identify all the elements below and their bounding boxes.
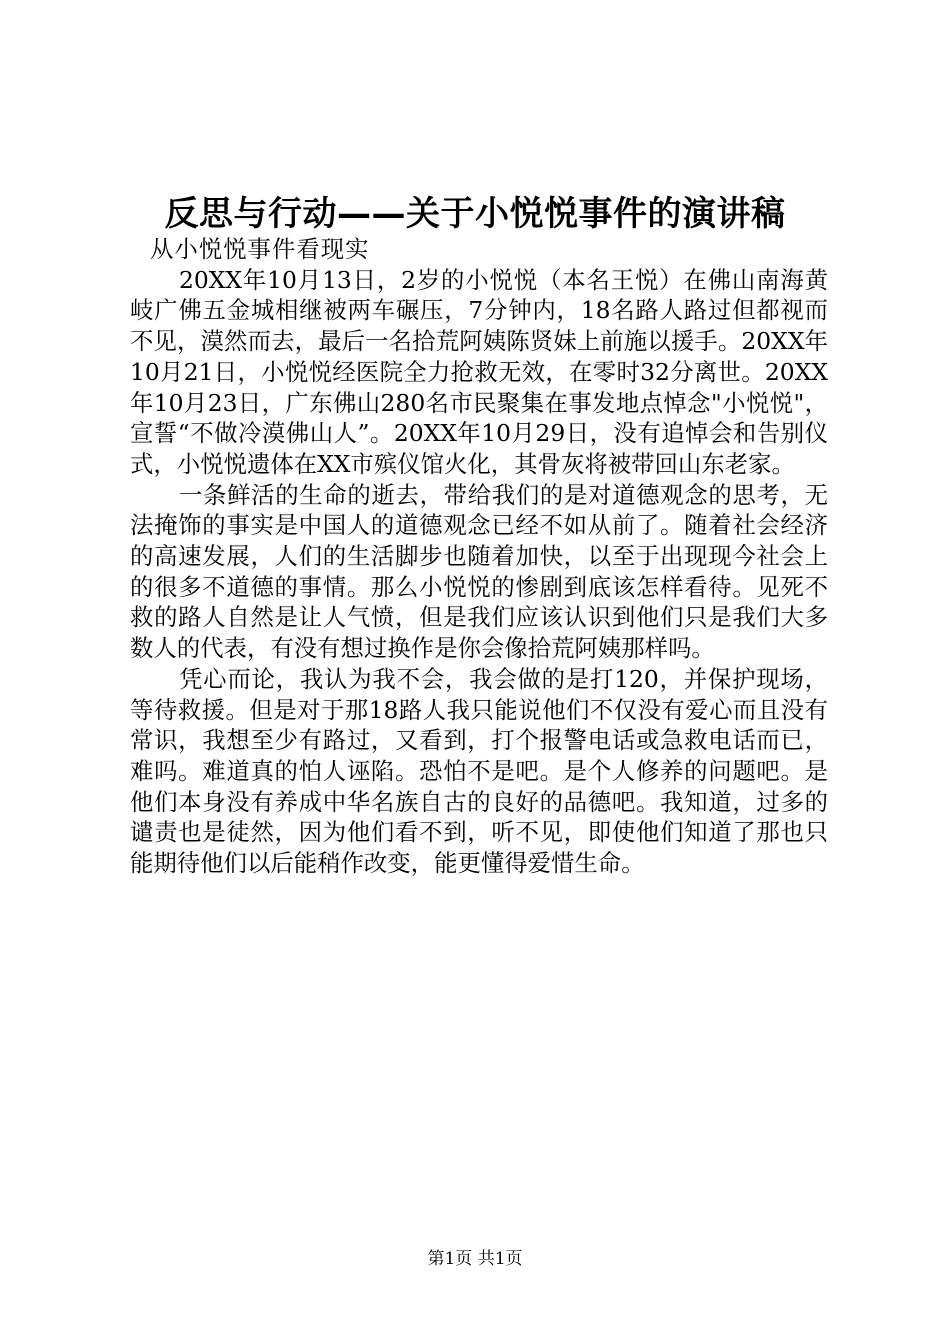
section-subheading: 从小悦悦事件看现实	[150, 235, 370, 263]
paragraph-1: 20XX年10月13日，2岁的小悦悦（本名王悦）在佛山南海黄岐广佛五金城相继被两车碾压，7分钟内，18名路人路过但都视而不见，漠然而去，最后一名拾荒阿姨陈贤妹上前施以援手。20XX年10月21日，小悦悦经医院全力抢救无效，在零时32分离世。20XX年10月23日，广东佛山280名市民聚集在事发地点悼念"小悦悦"，宣誓“不做冷漠佛山人”。20XX年10月29日，没有追悼会和告别仪式，小悦悦遗体在XX市殡仪馆火化，其骨灰将被带回山东老家。	[130, 265, 828, 478]
page-footer: 第1页 共1页	[427, 1249, 523, 1269]
document-body	[130, 234, 828, 879]
document-title: 反思与行动——关于小悦悦事件的演讲稿	[164, 194, 786, 234]
paragraph-3: 凭心而论，我认为我不会，我会做的是打120，并保护现场，等待救援。但是对于那18路人我只能说他们不仅没有爱心而且没有常识，我想至少有路过，又看到，打个报警电话或急救电话而已，难吗。难道真的怕人诬陷。恐怕不是吧。是个人修养的问题吧。是他们本身没有养成中华名族自古的良好的品德吧。我知道，过多的谴责也是徒然，因为他们看不到，听不见，即使他们知道了那也只能期待他们以后能稍作改变，能更懂得爱惜生命。	[130, 664, 828, 878]
paragraph-2: 一条鲜活的生命的逝去，带给我们的是对道德观念的思考，无法掩饰的事实是中国人的道德观念已经不如从前了。随着社会经济的高速发展，人们的生活脚步也随着加快，以至于出现现今社会上的很多不道德的事情。那么小悦悦的惨剧到底该怎样看待。见死不救的路人自然是让人气愤，但是我们应该认识到他们只是我们大多数人的代表，有没有想过换作是你会像拾荒阿姨那样吗。	[130, 480, 828, 663]
